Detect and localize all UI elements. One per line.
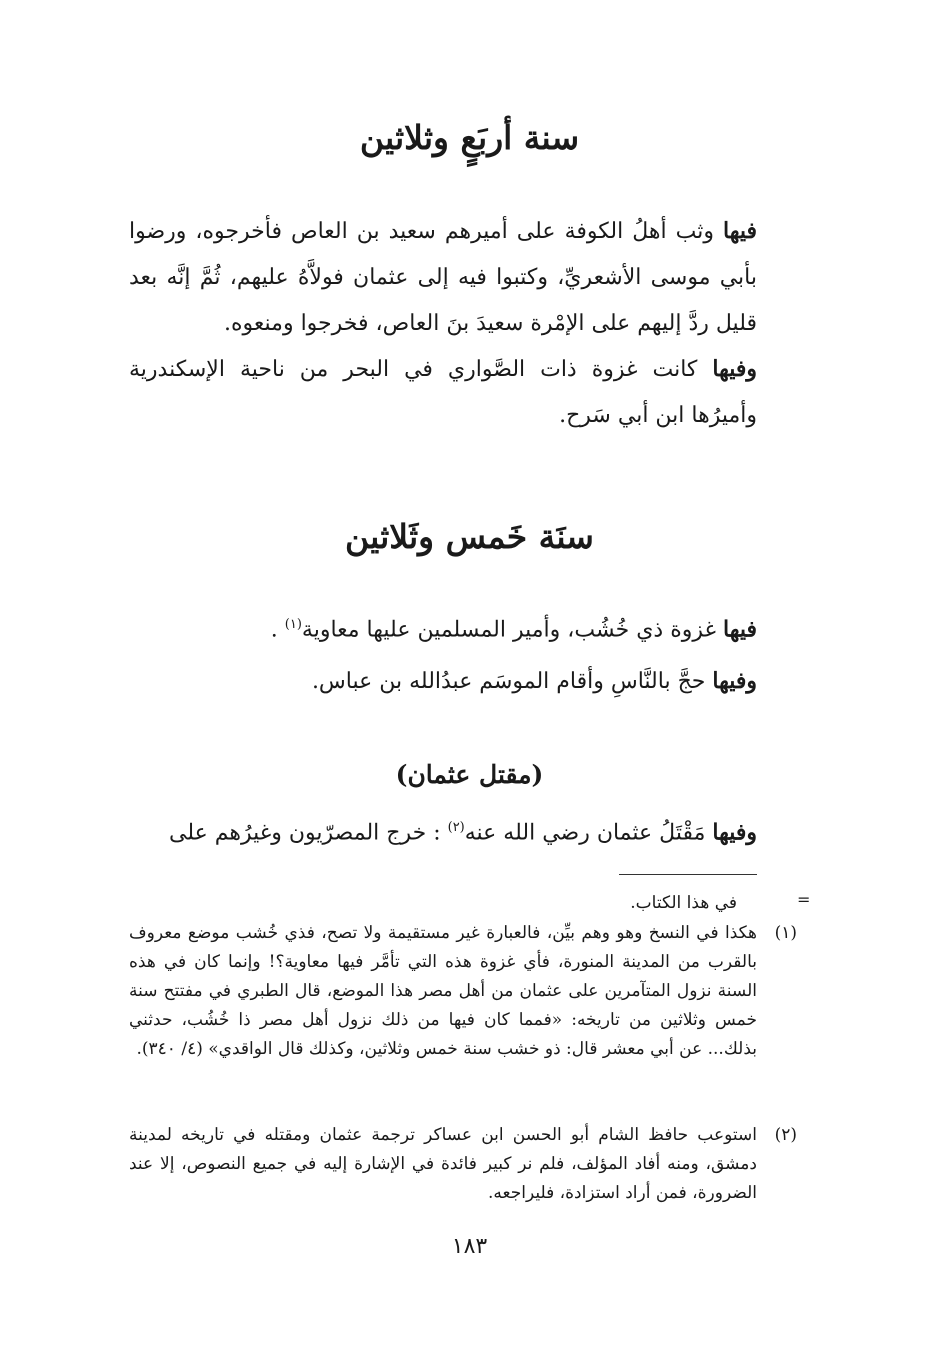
paragraph-text: مَقْتَلُ عثمان رضي الله عنه (464, 820, 713, 846)
paragraph-lead: فيها (723, 218, 757, 244)
paragraph-lead: وفيها (712, 668, 757, 694)
footnote-number: (١) (774, 923, 797, 943)
section-title-year-35: سنَة خَمس وثَلاثين (345, 517, 594, 556)
paragraph-lead: وفيها (712, 356, 757, 382)
paragraph-hajj (129, 658, 757, 705)
paragraph-kufa-revolt (129, 208, 757, 347)
paragraph-dhi-khushub (129, 602, 757, 653)
paragraph-end: : خرج المصرّيون وغيرُهم على (169, 820, 448, 846)
footnote-continuation: في هذا الكتاب. (630, 893, 737, 913)
footnote-divider (619, 874, 757, 875)
paragraph-sawari-battle (129, 346, 757, 439)
footnote-number: (٢) (774, 1125, 797, 1145)
footnote-ref-2[interactable]: (٢) (447, 820, 465, 835)
paragraph-uthman-killing (129, 805, 757, 856)
footnote-text: استوعب حافظ الشام أبو الحسن ابن عساكر ترجمة عثمان ومقتله في تاريخه لمدينة دمشق، ومنه أفاد المؤلف، فلم نر كبير فائدة في الإشارة إليه في جميع النصوص، إلا عند الضرورة، فمن أراد استزادة، فليراجعه. (129, 1125, 757, 1203)
footnote-text: هكذا في النسخ وهو وهم بيِّن، فالعبارة غير مستقيمة ولا تصح، فذي خُشب موضع معروف بالقرب من المدينة المنورة، فأي غزوة هذه التي تأمَّر فيها معاوية؟! وإنما كان في هذه السنة نزول المتآمرين على عثمان من أهل مصر هذا الموضع، قال الطبري في مفتتح سنة خمس وثلاثين من تاريخه: «فمما كان فيها من ذلك نزول أهل مصر ذا خُشُب، حدثني بذلك... عن أبي معشر قال: ذو خشب سنة خمس وثلاثين، وكذلك قال الواقدي» (٤/ ٣٤٠). (129, 923, 757, 1059)
paragraph-text: حجَّ بالنَّاسِ وأقام الموسَم عبدُالله بن عباس. (311, 669, 713, 694)
section-title-uthman-killing: (مقتل عثمان) (395, 760, 544, 789)
page-number: ١٨٣ (451, 1234, 488, 1259)
section-title-year-34: سنة أربَعٍ وثلاثين (359, 118, 580, 157)
paragraph-text: غزوة ذي خُشُب، وأمير المسلمين عليها معاوية (301, 617, 723, 643)
footnote-1 (129, 919, 797, 1064)
footnote-continuation-mark: = (797, 890, 811, 909)
paragraph-lead: فيها (723, 616, 757, 643)
paragraph-lead: وفيها (712, 819, 757, 846)
footnote-ref-1[interactable]: (١) (284, 617, 302, 632)
paragraph-end: . (270, 617, 285, 643)
paragraph-text: وثب أهلُ الكوفة على أميرهم سعيد بن العاص فأخرجوه، ورضوا بأبي موسى الأشعريِّ، وكتبوا فيه إلى عثمان فولاَّهُ عليهم، ثُمَّ إنَّه بعد قليل ردَّ إليهم على الإمْرة سعيدَ بنَ العاص، فخرجوا ومنعوه. (129, 219, 757, 336)
paragraph-text: كانت غزوة ذات الصَّواري في البحر من ناحية الإسكندرية وأميرُها ابن أبي سَرح. (129, 357, 757, 428)
footnote-2 (129, 1121, 797, 1208)
